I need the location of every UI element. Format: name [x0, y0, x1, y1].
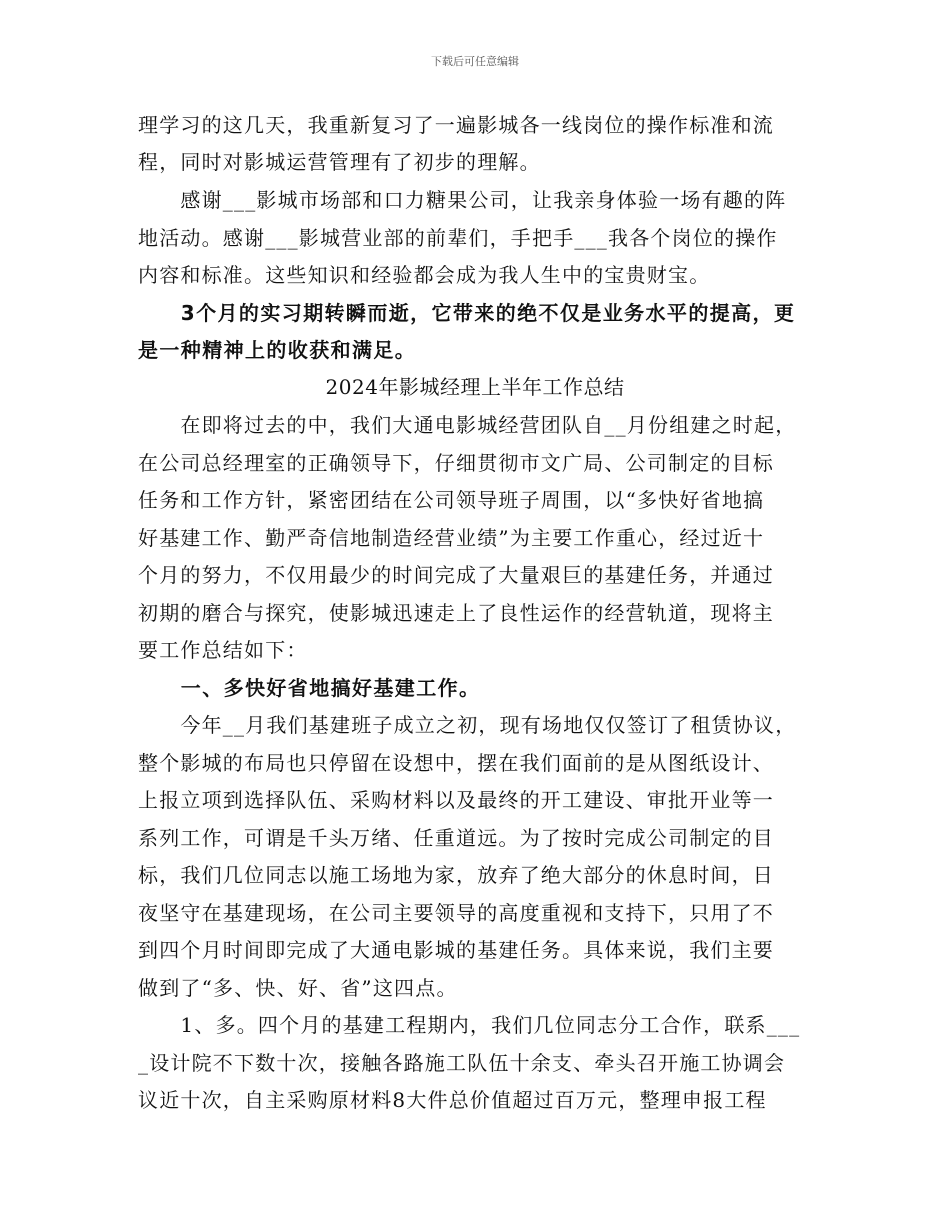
- paragraph-line: 程，同时对影城运营管理有了初步的理解。: [138, 150, 541, 174]
- paragraph-line: 理学习的这几天，我重新复习了一遍影城各一线岗位的操作标准和流: [138, 113, 774, 137]
- page-header: 下载后可任意编辑: [431, 55, 519, 68]
- paragraph-line: 夜坚守在基建现场，在公司主要领导的高度重视和支持下，只用了不: [138, 901, 774, 925]
- paragraph-line: 上报立项到选择队伍、采购材料以及最终的开工建设、审批开业等一: [138, 788, 774, 812]
- paragraph-line: 做到了“多、快、好、省”这四点。: [138, 976, 458, 1000]
- bold-paragraph-line: 3个月的实习期转瞬而逝，它带来的绝不仅是业务水平的提高，更: [138, 301, 796, 325]
- paragraph-line: 感谢___影城市场部和口力糖果公司，让我亲身体验一场有趣的阵: [138, 188, 787, 212]
- paragraph-line: 地活动。感谢___影城营业部的前辈们，手把手___我各个岗位的操作: [138, 226, 778, 250]
- paragraph-line: 个月的努力，不仅用最少的时间完成了大量艰巨的基建任务，并通过: [138, 563, 774, 587]
- paragraph-line: 好基建工作、勤严奇信地制造经营业绩”为主要工作重心，经过近十: [138, 526, 765, 550]
- paragraph-line: 内容和标准。这些知识和经验都会成为我人生中的宝贵财宝。: [138, 263, 711, 287]
- paragraph-line: _设计院不下数十次，接触各路施工队伍十余支、牵头召开施工协调会: [138, 1051, 786, 1075]
- paragraph-line: 在公司总经理室的正确领导下，仔细贯彻市文广局、公司制定的目标: [138, 451, 774, 475]
- paragraph-line: 1、多。四个月的基建工程期内，我们几位同志分工合作，联系___: [138, 1013, 801, 1037]
- paragraph-line: 到四个月时间即完成了大通电影城的基建任务。具体来说，我们主要: [138, 938, 774, 962]
- paragraph-line: 任务和工作方针，紧密团结在公司领导班子周围，以“多快好省地搞: [138, 488, 765, 512]
- paragraph-line: 整个影城的布局也只停留在设想中，摆在我们面前的是从图纸设计、: [138, 751, 774, 775]
- bold-paragraph-line: 是一种精神上的收获和满足。: [138, 338, 417, 362]
- paragraph-line: 要工作总结如下：: [138, 638, 308, 662]
- paragraph-line: 在即将过去的中，我们大通电影城经营团队自__月份组建之时起，: [138, 413, 797, 437]
- paragraph-line: 初期的磨合与探究，使影城迅速走上了良性运作的经营轨道，现将主: [138, 601, 774, 625]
- paragraph-line: 议近十次，自主采购原材料8大件总价值超过百万元，整理申报工程: [138, 1088, 767, 1112]
- paragraph-line: 系列工作，可谓是千头万绪、任重道远。为了按时完成公司制定的目: [138, 826, 774, 850]
- paragraph-line: 今年__月我们基建班子成立之初，现有场地仅仅签订了租赁协议，: [138, 713, 797, 737]
- section-title: 2024年影城经理上半年工作总结: [325, 375, 625, 399]
- subheading: 一、多快好省地搞好基建工作。: [138, 676, 481, 700]
- paragraph-line: 标，我们几位同志以施工场地为家，放弃了绝大部分的休息时间，日: [138, 863, 774, 887]
